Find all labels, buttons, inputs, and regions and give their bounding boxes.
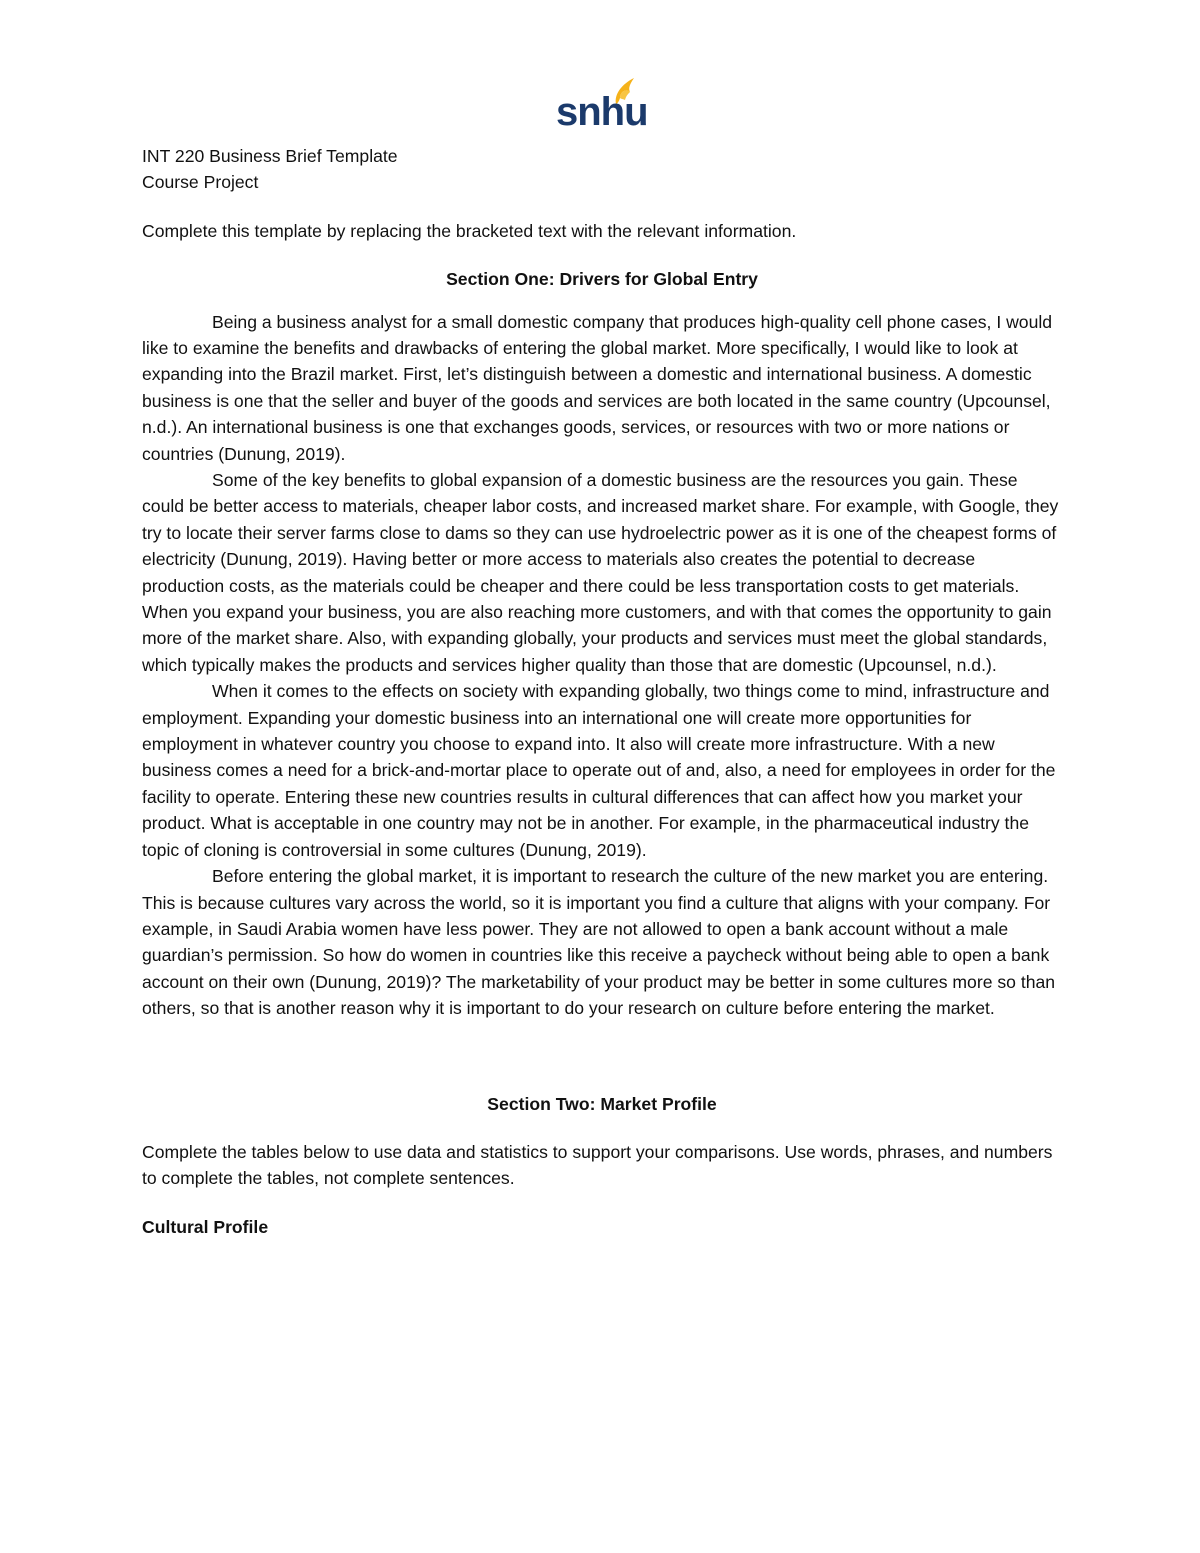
cultural-profile-heading: Cultural Profile (142, 1216, 269, 1237)
document-subtitle: Course Project (142, 172, 259, 193)
section-two-heading: Section Two: Market Profile (487, 1093, 717, 1114)
document-body (142, 143, 1062, 1240)
section-one-paragraph-1: Being a business analyst for a small domestic company that produces high-quality cell phone cases, I would like to examine the benefits and drawbacks of entering the global market. More specifically, I would like to look at expanding into the Brazil market. First, let’s distinguish between a domestic and international business. A domestic business is one that the seller and buyer of the goods and services are both located in the same country (Upcounsel, n.d.). An international business is one that exchanges goods, services, or resources with two or more nations or countries (Dunung, 2019). (142, 311, 1053, 464)
section-two-instructions: Complete the tables below to use data and statistics to support your comparisons. Use words, phrases, and numbers to complete the tables, not complete sentences. (142, 1141, 1053, 1189)
snhu-logo (556, 74, 648, 134)
section-one-paragraph-3: When it comes to the effects on society with expanding globally, two things come to mind, infrastructure and employment. Expanding your domestic business into an international one will create more opportunities for employment in whatever country you choose to expand into. It also will create more infrastructure. With a new business comes a need for a brick-and-mortar place to operate out of and, also, a need for employees in order for the facility to operate. Entering these new countries results in cultural differences that can affect how you market your product. What is acceptable in one country may not be in another. For example, in the pharmaceutical industry the topic of cloning is controversial in some cultures (Dunung, 2019). (142, 681, 1056, 860)
section-one-heading: Section One: Drivers for Global Entry (446, 269, 758, 290)
document-title: INT 220 Business Brief Template (142, 146, 398, 166)
section-one-paragraph-2: Some of the key benefits to global expansion of a domestic business are the resources you gain. These could be better access to materials, cheaper labor costs, and increased market share. For example, with Google, they try to locate their server farms close to dams so they can use hydroelectric power as it is one of the cheapest forms of electricity (Dunung, 2019). Having better or more access to materials also creates the potential to decrease production costs, as the materials could be cheaper and there could be less transportation costs to get materials. When you expand your business, you are also reaching more customers, and with that comes the opportunity to gain more of the market share. Also, with expanding globally, your products and services must meet the global standards, which typically makes the products and services higher quality than those that are domestic (Upcounsel, n.d.). (142, 470, 1059, 675)
template-instructions: Complete this template by replacing the bracketed text with the relevant information. (142, 220, 797, 241)
section-one-paragraph-4: Before entering the global market, it is important to research the culture of the new market you are entering. This is because cultures vary across the world, so it is important you find a culture that aligns with your company. For example, in Saudi Arabia women have less power. They are not allowed to open a bank account without a male guardian’s permission. So how do women in countries like this receive a paycheck without being able to open a bank account on their own (Dunung, 2019)? The marketability of your product may be better in some cultures more so than others, so that is another reason why it is important to do your research on culture before entering the market. (142, 866, 1056, 1019)
logo-wordmark: snhu (556, 90, 648, 134)
